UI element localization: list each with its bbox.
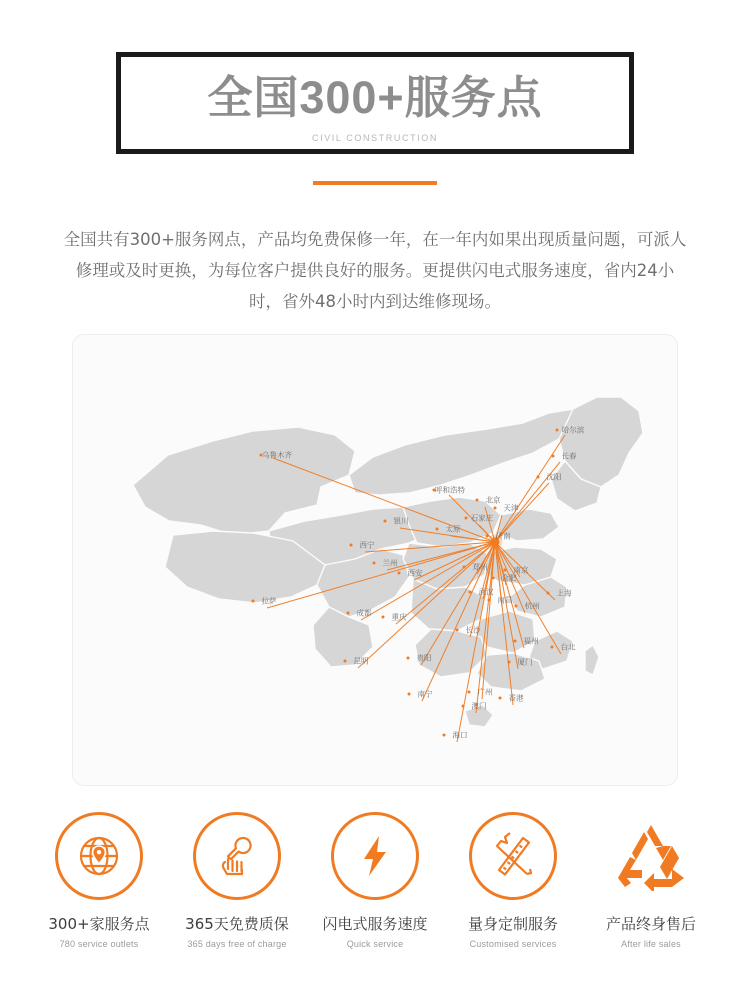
city-marker xyxy=(476,499,479,502)
city-label: 太原 xyxy=(445,524,461,534)
city-label: 重庆 xyxy=(391,612,407,622)
city-label: 南京 xyxy=(513,565,529,575)
city-label: 呼和浩特 xyxy=(435,485,465,495)
city-marker xyxy=(350,544,353,547)
city-label: 郑州 xyxy=(472,562,488,572)
city-label: 海口 xyxy=(452,730,468,740)
city-marker xyxy=(407,657,410,660)
city-marker xyxy=(384,520,387,523)
city-label: 台北 xyxy=(560,642,576,652)
city-label: 澳门 xyxy=(471,701,487,711)
city-label: 广州 xyxy=(477,687,493,697)
city-label: 济南 xyxy=(495,531,511,541)
city-marker xyxy=(398,572,401,575)
city-marker xyxy=(556,429,559,432)
page-subtitle: CIVIL CONSTRUCTION xyxy=(312,133,438,143)
city-marker xyxy=(469,591,472,594)
city-label: 上海 xyxy=(556,588,572,598)
city-label: 香港 xyxy=(508,693,524,703)
city-marker xyxy=(492,577,495,580)
city-marker xyxy=(382,616,385,619)
china-map-panel xyxy=(72,334,678,786)
city-marker xyxy=(494,507,497,510)
wrench-hand-icon xyxy=(193,812,281,900)
feature-title: 量身定制服务 xyxy=(467,915,558,933)
city-marker xyxy=(515,605,518,608)
city-label: 武汉 xyxy=(478,587,494,597)
feature-list xyxy=(30,812,720,949)
city-marker xyxy=(552,455,555,458)
city-label: 长春 xyxy=(561,451,577,461)
city-label: 厦门 xyxy=(517,657,533,667)
ruler-pencil-icon xyxy=(469,812,557,900)
city-marker xyxy=(537,476,540,479)
city-label: 合肥 xyxy=(501,573,517,583)
city-label: 沈阳 xyxy=(546,472,562,482)
city-marker xyxy=(252,600,255,603)
city-label: 成都 xyxy=(356,608,372,618)
city-label: 福州 xyxy=(523,636,539,646)
feature-item-customised[interactable] xyxy=(444,812,582,949)
city-marker xyxy=(456,629,459,632)
service-route-lines xyxy=(73,335,678,786)
city-marker xyxy=(508,661,511,664)
feature-subtitle: 365 days free of charge xyxy=(187,939,287,949)
accent-divider xyxy=(313,181,437,185)
city-marker xyxy=(465,517,468,520)
feature-title: 闪电式服务速度 xyxy=(322,915,428,933)
city-label: 石家庄 xyxy=(470,513,494,523)
city-marker xyxy=(373,562,376,565)
city-marker xyxy=(463,566,466,569)
city-label: 杭州 xyxy=(524,601,540,611)
city-marker xyxy=(504,569,507,572)
feature-subtitle: Customised services xyxy=(469,939,557,949)
city-marker xyxy=(462,705,465,708)
city-label: 南宁 xyxy=(417,689,433,699)
feature-title: 365天免费质保 xyxy=(185,915,289,933)
city-marker xyxy=(436,528,439,531)
globe-pin-icon xyxy=(55,812,143,900)
feature-subtitle: 780 service outlets xyxy=(59,939,139,949)
city-marker xyxy=(486,535,489,538)
feature-item-warranty[interactable] xyxy=(168,812,306,949)
city-marker xyxy=(514,640,517,643)
city-label: 南昌 xyxy=(497,595,513,605)
intro-paragraph: 全国共有300+服务网点，产品均免费保修一年，在一年内如果出现质量问题，可派人修理或及时更换，为每位客户提供良好的服务。更提供闪电式服务速度，省内24小时，省外48小时内到达维修现场。 xyxy=(63,230,687,311)
city-marker xyxy=(344,660,347,663)
bolt-icon xyxy=(331,812,419,900)
city-label: 天津 xyxy=(503,503,519,513)
recycle-icon xyxy=(607,812,695,900)
city-label: 贵阳 xyxy=(416,653,432,663)
feature-subtitle: Quick service xyxy=(346,939,404,949)
city-marker xyxy=(499,697,502,700)
city-marker xyxy=(551,646,554,649)
city-marker xyxy=(408,693,411,696)
city-label: 西安 xyxy=(407,568,423,578)
feature-item-service-outlets[interactable] xyxy=(30,812,168,949)
feature-subtitle: After life sales xyxy=(621,939,681,949)
city-marker xyxy=(488,599,491,602)
feature-item-after-sales[interactable] xyxy=(582,812,720,949)
city-label: 西宁 xyxy=(359,540,375,550)
city-marker xyxy=(347,612,350,615)
page-title: 全国300+服务点 xyxy=(207,72,543,123)
city-label: 乌鲁木齐 xyxy=(262,450,292,460)
city-label: 拉萨 xyxy=(261,596,277,606)
city-marker xyxy=(443,734,446,737)
city-label: 昆明 xyxy=(353,656,369,666)
city-marker xyxy=(547,592,550,595)
city-label: 哈尔滨 xyxy=(561,425,585,435)
city-label: 长沙 xyxy=(465,625,481,635)
feature-title: 产品终身售后 xyxy=(605,915,696,933)
city-label: 北京 xyxy=(485,495,501,505)
feature-item-quick-service[interactable] xyxy=(306,812,444,949)
feature-title: 300+家服务点 xyxy=(48,915,150,933)
city-marker xyxy=(468,691,471,694)
city-label: 银川 xyxy=(393,516,409,526)
city-label: 兰州 xyxy=(382,558,398,568)
header-box xyxy=(116,52,634,154)
